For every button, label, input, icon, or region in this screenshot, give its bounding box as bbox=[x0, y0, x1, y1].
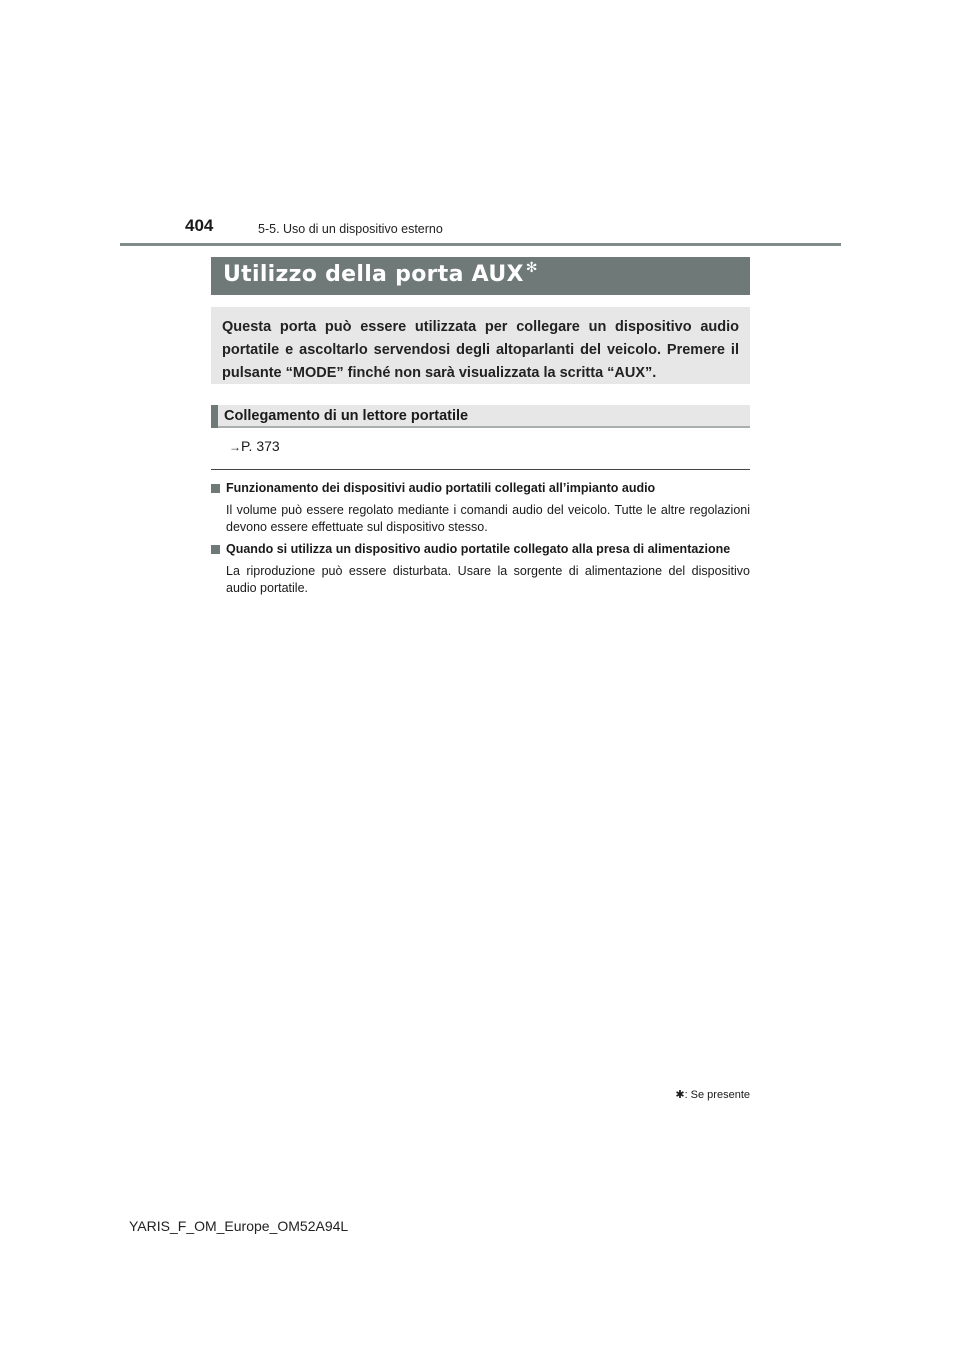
header-divider bbox=[120, 243, 841, 246]
page-ref-text: P. 373 bbox=[241, 438, 280, 454]
note-item bbox=[211, 541, 750, 597]
heading-marker bbox=[211, 405, 218, 428]
subsection-heading-text: Collegamento di un lettore portatile bbox=[224, 408, 469, 424]
intro-text: Questa porta può essere utilizzata per collegare un dispositivo audio portatile e ascoltarlo servendosi degli altoparlanti del veicolo. Premere il pulsante “MODE” finché non sarà visualizzata la scritta “AUX”. bbox=[222, 319, 739, 381]
page-number: 404 bbox=[185, 216, 214, 235]
note-body: Il volume può essere regolato mediante i comandi audio del veicolo. Tutte le altre regolazioni devono essere effettuate sul dispositivo stesso. bbox=[226, 503, 750, 534]
square-bullet-icon bbox=[211, 545, 220, 554]
notes-divider bbox=[211, 469, 750, 470]
note-title bbox=[211, 480, 750, 497]
page-cross-reference[interactable] bbox=[229, 438, 280, 454]
arrow-right-icon: → bbox=[229, 440, 241, 454]
section-reference: 5-5. Uso di un dispositivo esterno bbox=[258, 222, 443, 236]
optional-equipment-mark: ✻ bbox=[525, 260, 538, 276]
note-item bbox=[211, 480, 750, 536]
square-bullet-icon bbox=[211, 484, 220, 493]
page-title bbox=[211, 257, 750, 295]
note-body: La riproduzione può essere disturbata. Usare la sorgente di alimentazione del dispositivo audio portatile. bbox=[226, 564, 750, 595]
footnote-text: : Se presente bbox=[684, 1089, 750, 1101]
page-title-text: Utilizzo della porta AUX bbox=[223, 262, 524, 287]
document-code: YARIS_F_OM_Europe_OM52A94L bbox=[129, 1218, 349, 1234]
footnote-mark: ✱ bbox=[675, 1089, 685, 1101]
intro-box bbox=[211, 307, 750, 384]
subsection-heading bbox=[211, 405, 750, 428]
note-title-text: Funzionamento dei dispositivi audio portatili collegati all’impianto audio bbox=[226, 481, 656, 495]
footnote bbox=[670, 1088, 750, 1101]
note-title bbox=[211, 541, 750, 558]
note-title-text: Quando si utilizza un dispositivo audio portatile collegato alla presa di alimentazione bbox=[226, 542, 731, 556]
